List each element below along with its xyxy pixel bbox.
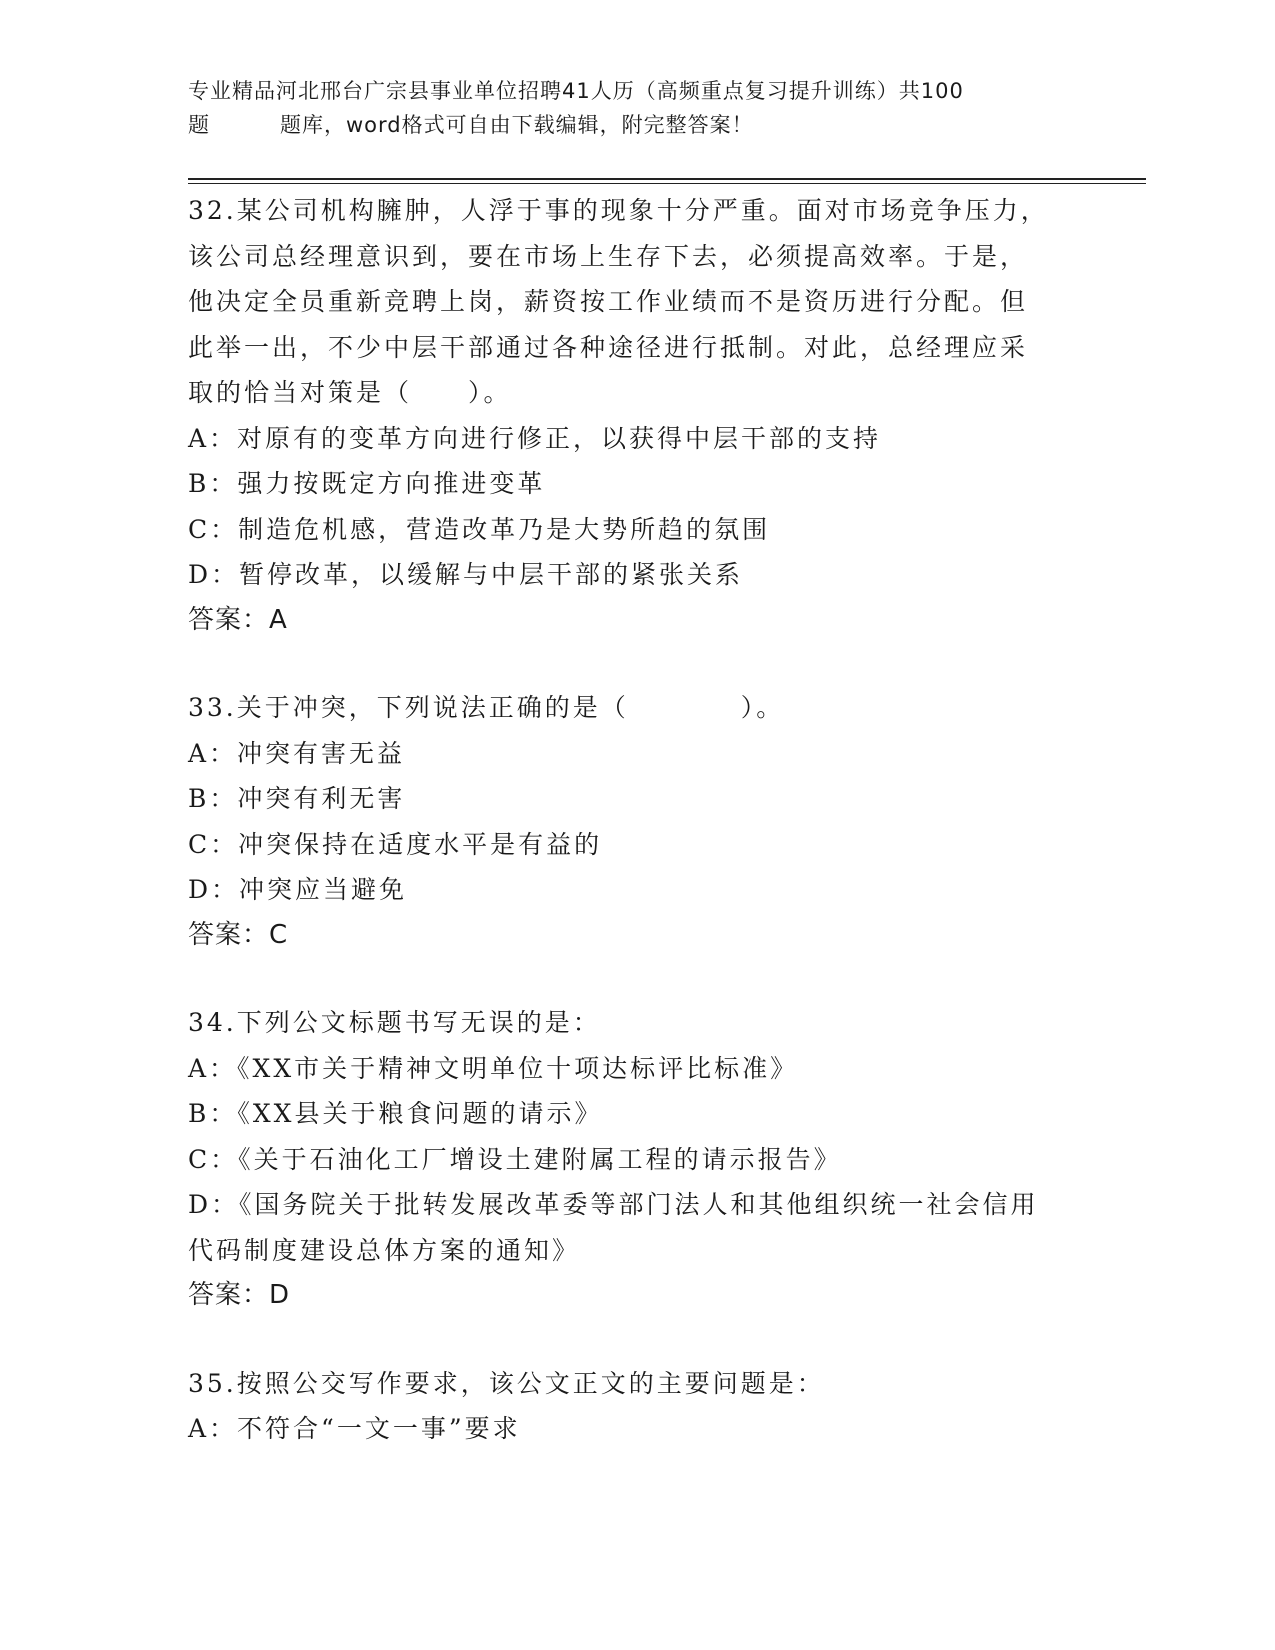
option-d: D：冲突应当避免 [188, 875, 408, 904]
option-a: A：《XX市关于精神文明单位十项达标评比标准》 [188, 1053, 799, 1083]
option-b: B：冲突有利无害 [188, 784, 406, 813]
question-stem-line: 34.下列公文标题书写无误的是： [188, 1008, 601, 1037]
answer-line: 答案：A [188, 604, 288, 635]
question-stem-line: 33.关于冲突，下列说法正确的是（ ）。 [188, 693, 785, 722]
page-header [188, 74, 1088, 142]
question-35 [188, 1361, 1088, 1452]
option-d: D：《国务院关于批转发展改革委等部门法人和其他组织统一社会信用 [188, 1190, 1039, 1219]
option-c: C：《关于石油化工厂增设土建附属工程的请示报告》 [188, 1144, 842, 1174]
option-b: B：强力按既定方向推进变革 [188, 469, 546, 498]
question-stem-line: 35.按照公交写作要求，该公文正文的主要问题是： [188, 1368, 825, 1398]
option-b: B：《XX县关于粮食问题的请示》 [188, 1099, 603, 1128]
answer-line: 答案：D [188, 1280, 291, 1310]
question-list [188, 188, 1088, 1494]
header-divider-thin [188, 183, 1146, 184]
header-subtitle-line [188, 108, 1088, 142]
question-stem-line: 他决定全员重新竞聘上岗，薪资按工作业绩而不是资历进行分配。但 [188, 287, 1029, 316]
question-stem-line: 32.某公司机构臃肿，人浮于事的现象十分严重。面对市场竞争压力， [188, 196, 1049, 225]
question-32 [188, 188, 1088, 643]
header-subtitle-prefix: 题 [188, 113, 210, 137]
header-gap [210, 108, 280, 142]
header-subtitle-text: 题库，word格式可自由下载编辑，附完整答案！ [280, 113, 754, 137]
option-c: C：制造危机感，营造改革乃是大势所趋的氛围 [188, 514, 771, 544]
option-d-continuation: 代码制度建设总体方案的通知》 [188, 1235, 581, 1265]
option-c: C：冲突保持在适度水平是有益的 [188, 829, 603, 859]
option-a: A：不符合“一文一事”要求 [188, 1414, 521, 1443]
header-title-line: 专业精品河北邢台广宗县事业单位招聘41人历（高频重点复习提升训练）共100 [188, 79, 964, 103]
option-a: A：对原有的变革方向进行修正，以获得中层干部的支持 [188, 423, 882, 453]
header-divider-thick [188, 178, 1146, 180]
option-d: D：暂停改革，以缓解与中层干部的紧张关系 [188, 560, 744, 589]
question-stem-line: 此举一出，不少中层干部通过各种途径进行抵制。对此，总经理应采 [188, 332, 1029, 362]
option-a: A：冲突有害无益 [188, 738, 406, 768]
question-stem-line: 取的恰当对策是（ ）。 [188, 378, 512, 407]
answer-line: 答案：C [188, 919, 289, 950]
question-stem-line: 该公司总经理意识到，要在市场上生存下去，必须提高效率。于是， [188, 241, 1029, 271]
question-33 [188, 685, 1088, 958]
question-34 [188, 1000, 1088, 1319]
